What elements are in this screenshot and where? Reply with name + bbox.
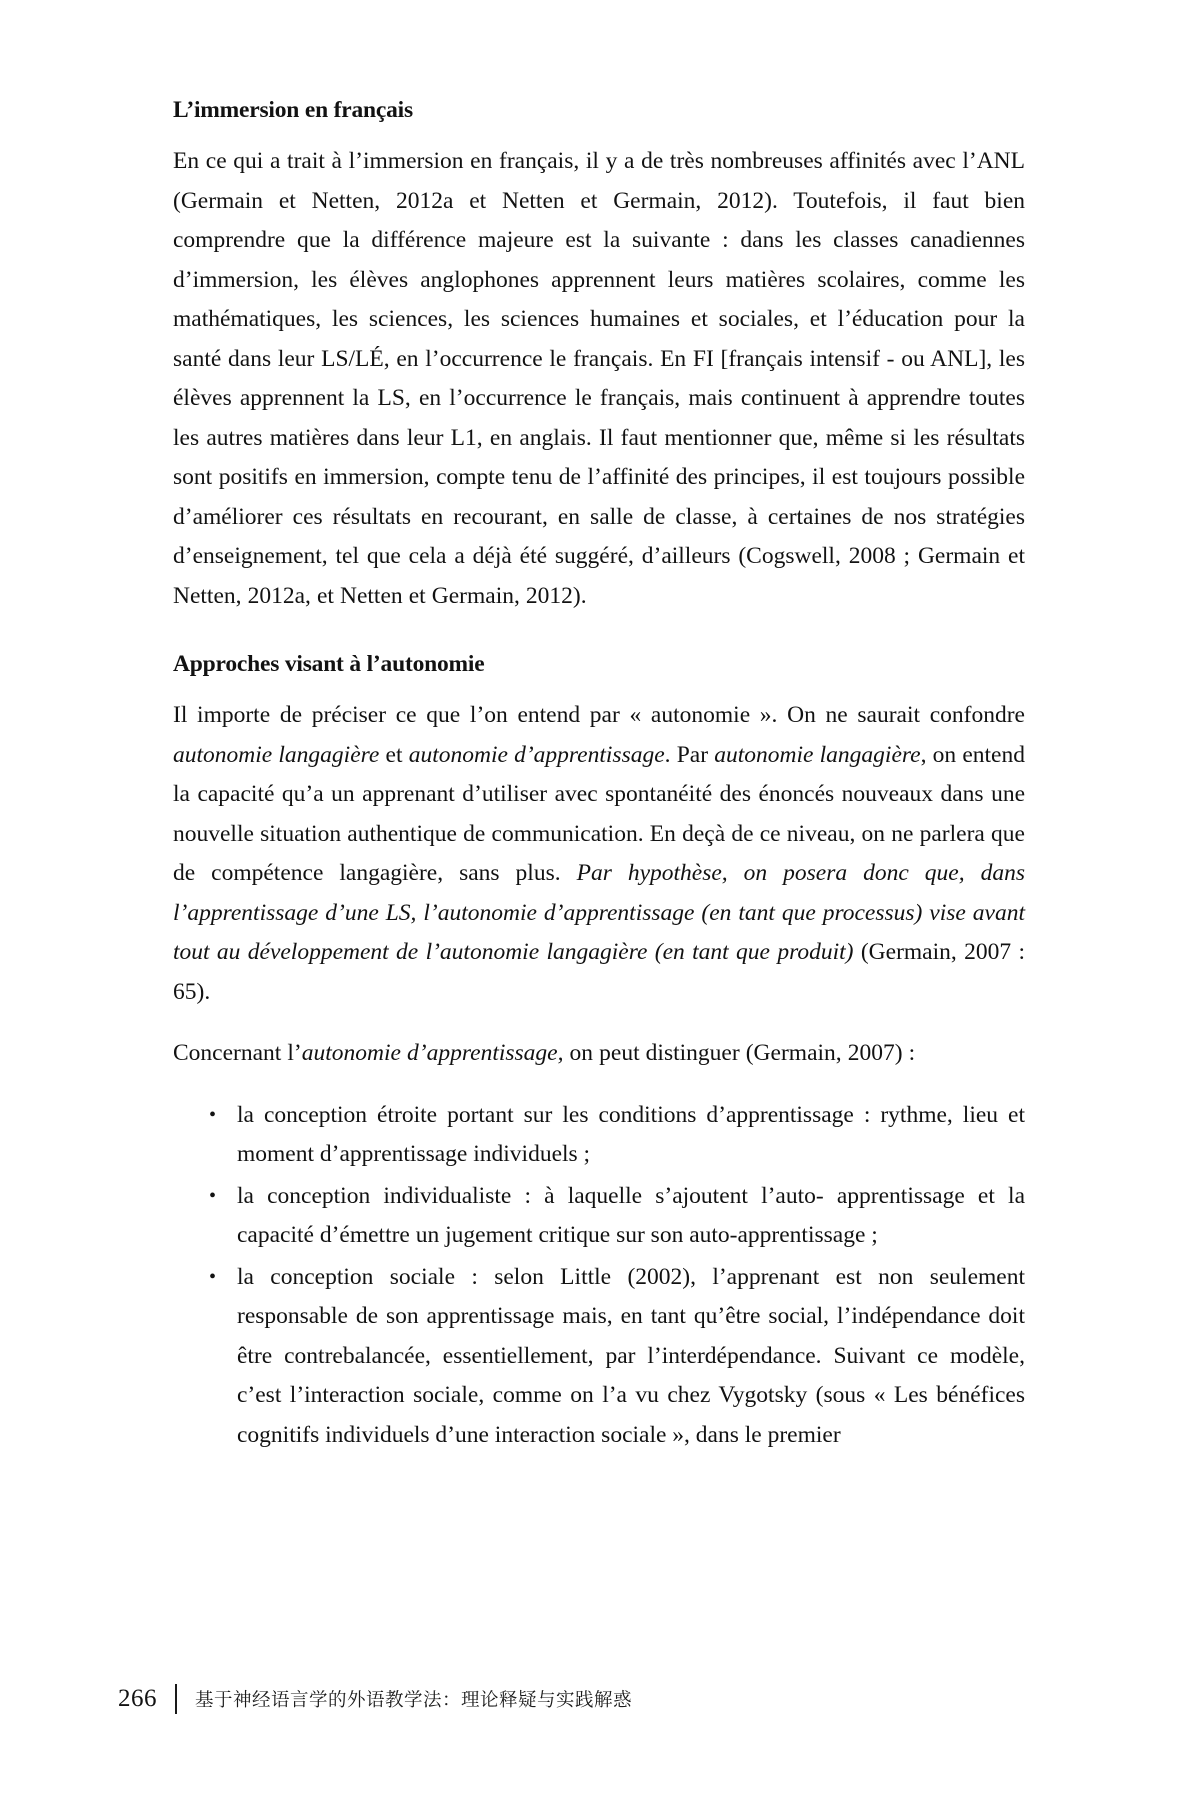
- autonomie-text-run-7: Par hypothèse, on posera donc que, dans l’apprentissage d’une LS, l’autonomie d’apprentissage (en tant que processus) vise avant tout au développement de l’autonomie langagière (en tant que produit): [173, 860, 1025, 966]
- list-item: • la conception individualiste : à laquelle s’ajoutent l’auto- apprentissage et la capacité d’émettre un jugement critique sur son auto-apprentissage ;: [207, 1177, 1025, 1256]
- autonomie-text-run-4: . Par: [664, 741, 715, 768]
- concernant-text-run-0: Concernant l’: [173, 1040, 302, 1067]
- running-title: 基于神经语言学的外语教学法：理论释疑与实践解惑: [195, 1690, 633, 1711]
- page-content: [173, 96, 1025, 1455]
- autonomie-text-run-3: autonomie d’apprentissage: [408, 741, 665, 768]
- paragraph-autonomie-definition: [173, 696, 1025, 1012]
- autonomie-text-run-8: (Germain, 2007 : 65).: [173, 939, 1025, 1005]
- section-heading-autonomie: Approches visant à l’autonomie: [173, 651, 485, 678]
- page-footer: [118, 1682, 632, 1716]
- concernant-text-run-1: autonomie d’apprentissage,: [301, 1040, 564, 1067]
- page-number: 266: [118, 1685, 157, 1712]
- autonomie-text-run-6: , on entend la capacité qu’a un apprenant d’utiliser avec spontanéité des énoncés nouveaux dans une nouvelle situation authentique de communication. En deçà de ce niveau, on ne parlera que de compétence langagière, sans plus.: [173, 741, 1025, 887]
- list-item: • la conception étroite portant sur les conditions d’apprentissage : rythme, lieu et moment d’apprentissage individuels ;: [207, 1096, 1025, 1175]
- autonomie-text-run-2: et: [379, 741, 409, 768]
- concernant-text-run-2: on peut distinguer (Germain, 2007) :: [563, 1040, 916, 1067]
- footer-divider: [175, 1684, 177, 1714]
- autonomie-text-run-0: Il importe de préciser ce que l’on entend par « autonomie ». On ne saurait confondre: [173, 702, 1025, 729]
- conception-list: [173, 1096, 1025, 1456]
- paragraph-immersion: En ce qui a trait à l’immersion en français, il y a de très nombreuses affinités avec l’ANL (Germain et Netten, 2012a et Netten et Germain, 2012). Toutefois, il faut bien comprendre que la différence majeure est la suivante : dans les classes canadiennes d’immersion, les élèves anglophones apprennent leurs matières scolaires, comme les mathématiques, les sciences, les sciences humaines et sociales, et l’éducation pour la santé dans leur LS/LÉ, en l’occurrence le français. En FI [français intensif - ou ANL], les élèves apprennent la LS, en l’occurrence le français, mais continuent à apprendre toutes les autres matières dans leur L1, en anglais. Il faut mentionner que, même si les résultats sont positifs en immersion, compte tenu de l’affinité des principes, il est toujours possible d’améliorer ces résultats en recourant, en salle de classe, à certaines de nos stratégies d’enseignement, tel que cela a déjà été suggéré, d’ailleurs (Cogswell, 2008 ; Germain et Netten, 2012a, et Netten et Germain, 2012).: [173, 148, 1025, 609]
- paragraph-concernant: [173, 1034, 1025, 1074]
- autonomie-text-run-1: autonomie langagière: [173, 741, 380, 768]
- autonomie-text-run-5: autonomie langagière: [714, 741, 921, 768]
- list-item: • la conception sociale : selon Little (2002), l’apprenant est non seulement responsable de son apprentissage mais, en tant qu’être social, l’indépendance doit être contrebalancée, essentiellement, par l’interdépendance. Suivant ce modèle, c’est l’interaction sociale, comme on l’a vu chez Vygotsky (sous « Les bénéfices cognitifs individuels d’une interaction sociale », dans le premier: [207, 1258, 1025, 1456]
- section-heading-immersion: L’immersion en français: [173, 97, 413, 123]
